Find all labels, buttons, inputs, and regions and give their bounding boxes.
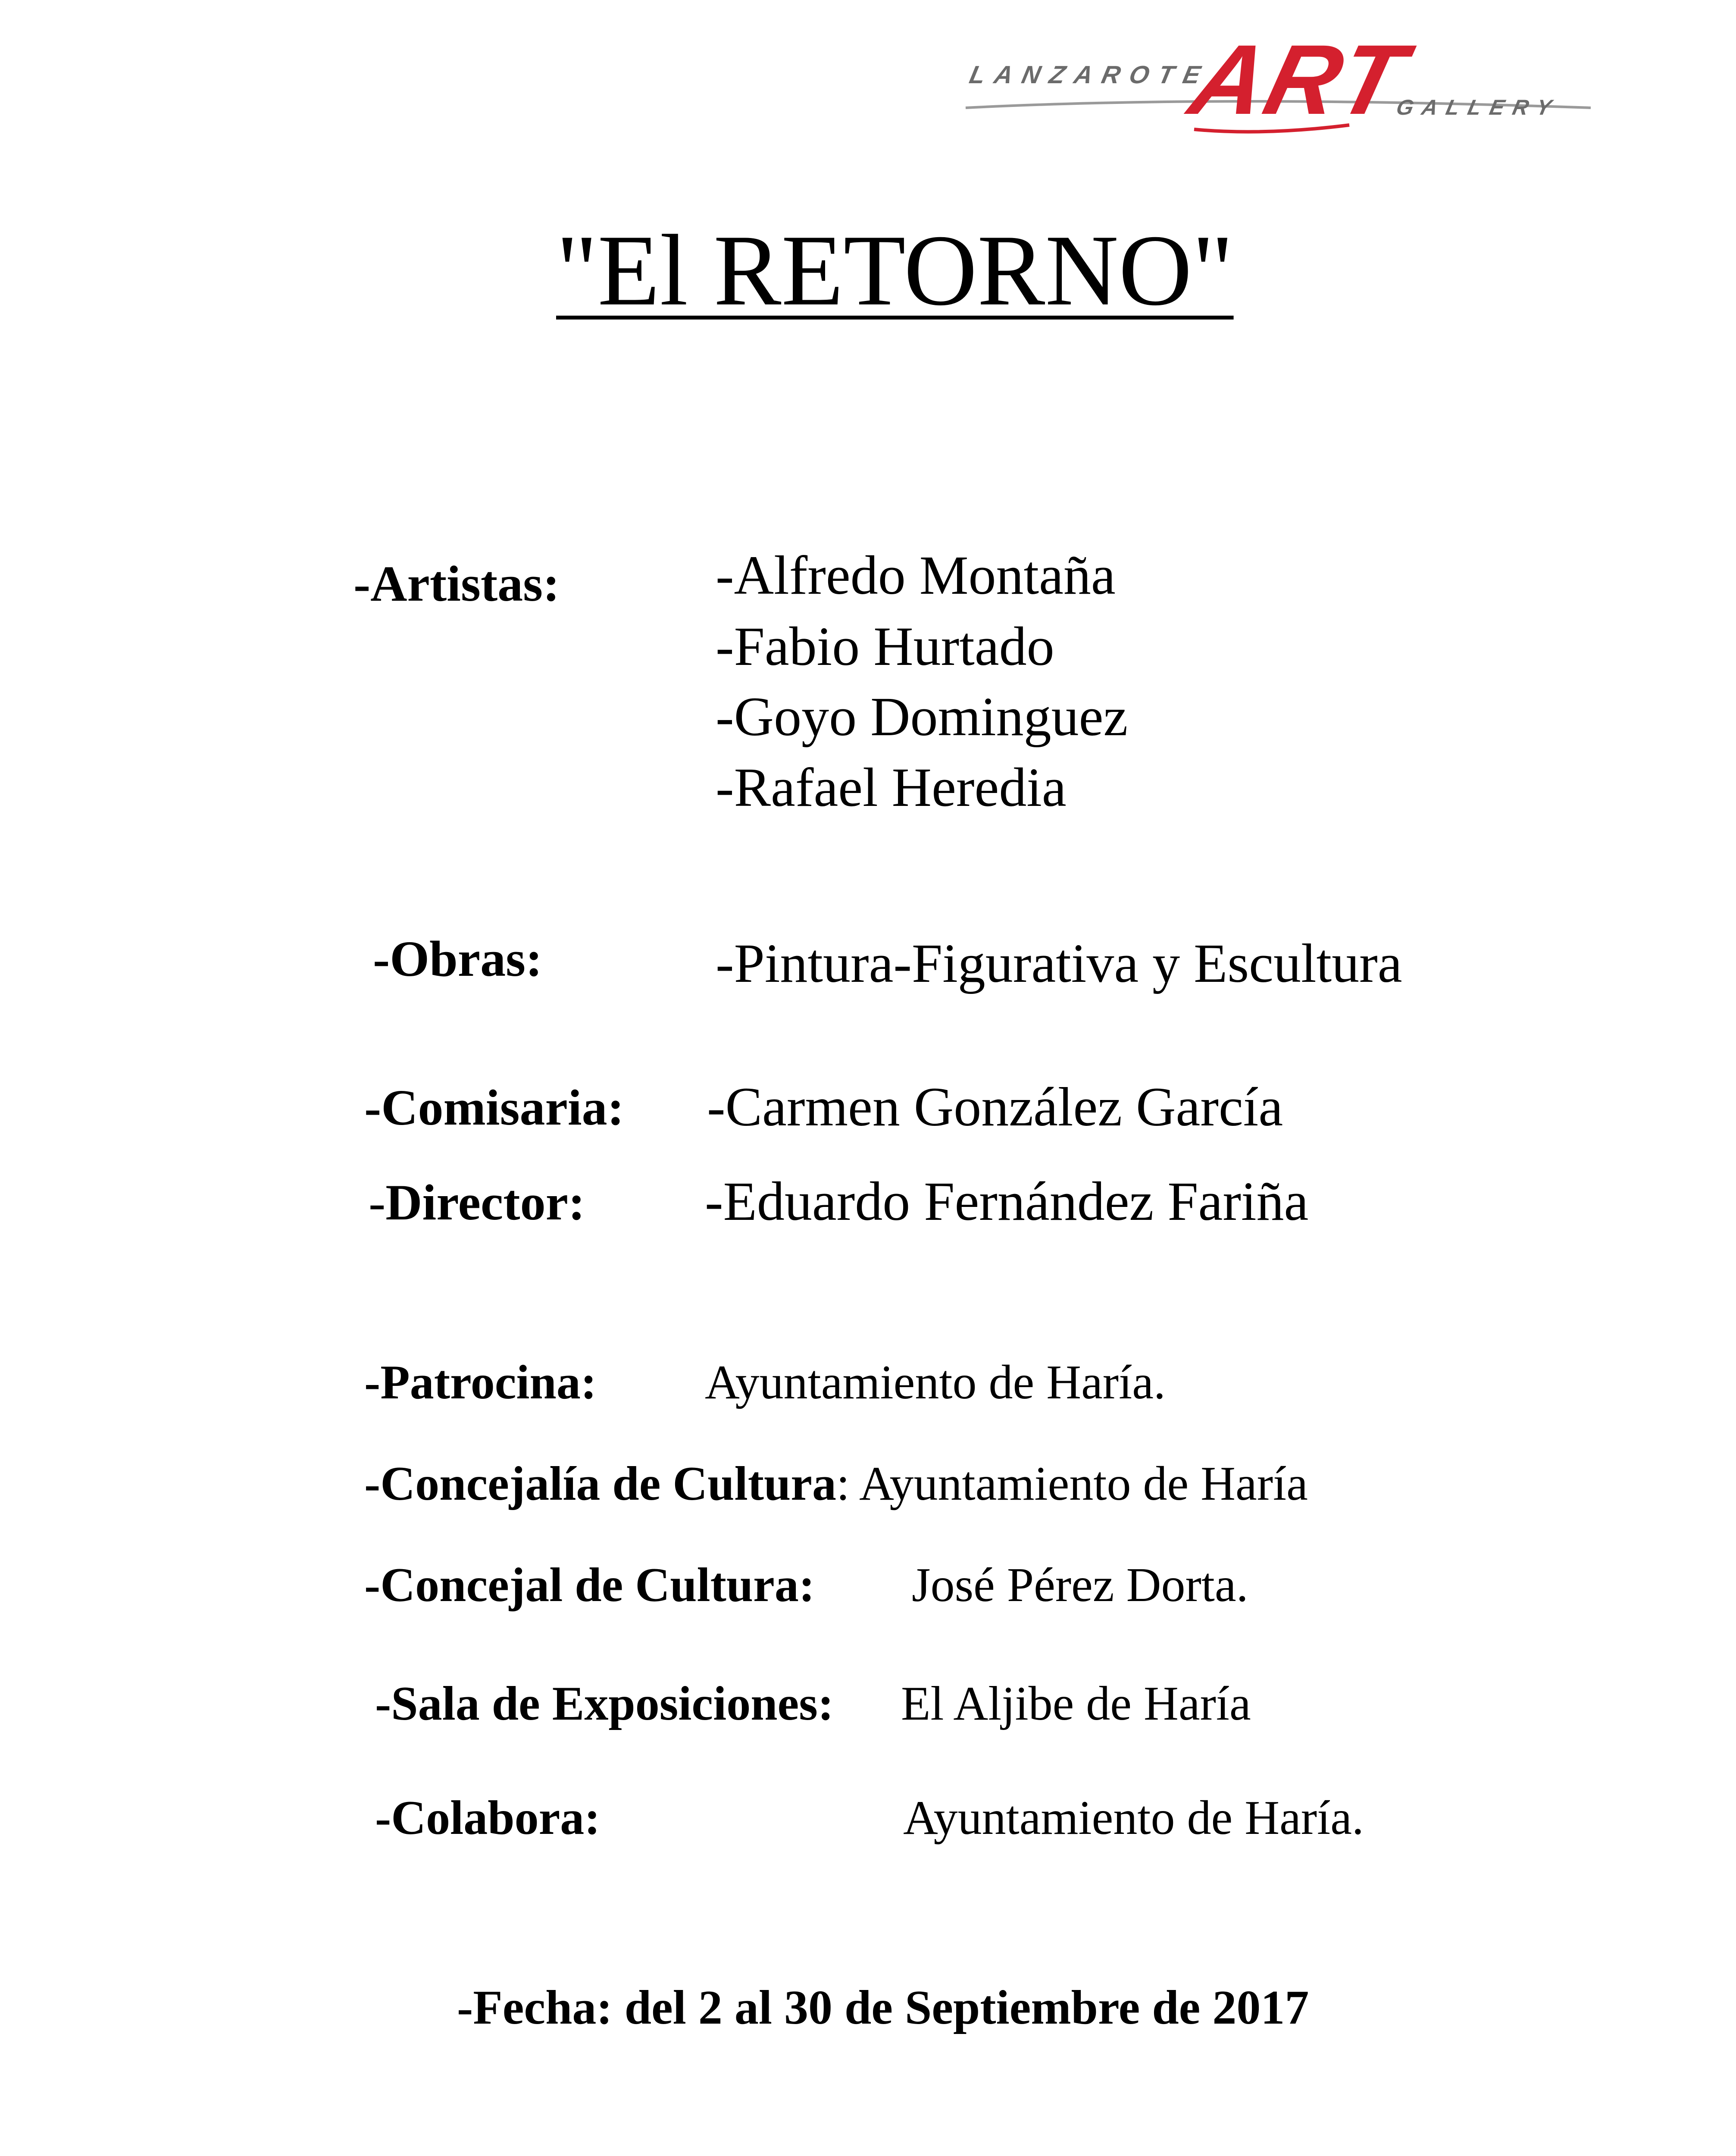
obras-value: -Pintura-Figurativa y Escultura [716,933,1402,994]
artist-item: -Rafael Heredia [716,757,1067,818]
comisaria-value: -Carmen González García [707,1076,1283,1138]
artist-item: -Alfredo Montaña [716,545,1116,606]
director-label [369,1174,585,1231]
concejalia-row [364,1457,1308,1510]
patrocina-label: -Patrocina: [364,1356,597,1409]
artist-item: -Goyo Dominguez [716,686,1128,747]
colabora-label: -Colabora: [375,1791,601,1845]
director-label-text: Director: [385,1174,585,1231]
comisaria-label: -Comisaria: [364,1079,624,1136]
director-dash: - [369,1174,386,1231]
page-title: "El RETORNO" [556,214,1234,327]
logo-word-gallery: GALLERY [1394,95,1562,119]
artist-item: -Fabio Hurtado [716,616,1054,677]
concejal-value: José Pérez Dorta. [912,1558,1248,1612]
concejal-label: -Concejal de Cultura: [364,1558,815,1612]
obras-label: -Obras: [373,931,543,987]
colabora-value: Ayuntamiento de Haría. [903,1791,1364,1845]
patrocina-value: Ayuntamiento de Haría. [705,1356,1166,1409]
concejalia-value: : Ayuntamiento de Haría [836,1457,1308,1510]
lanzarote-art-gallery-logo [961,24,1604,142]
sala-value: El Aljibe de Haría [901,1677,1251,1730]
concejalia-label: -Concejalía de Cultura [364,1457,837,1510]
director-value: -Eduardo Fernández Fariña [705,1171,1309,1232]
logo-word-lanzarote: LANZAROTE [967,61,1213,89]
artistas-label: -Artistas: [353,555,560,612]
sala-label: -Sala de Exposiciones: [375,1677,834,1730]
logo-word-art: ART [1180,24,1418,135]
fecha-line: -Fecha: del 2 al 30 de Septiembre de 2017 [457,1981,1309,2034]
